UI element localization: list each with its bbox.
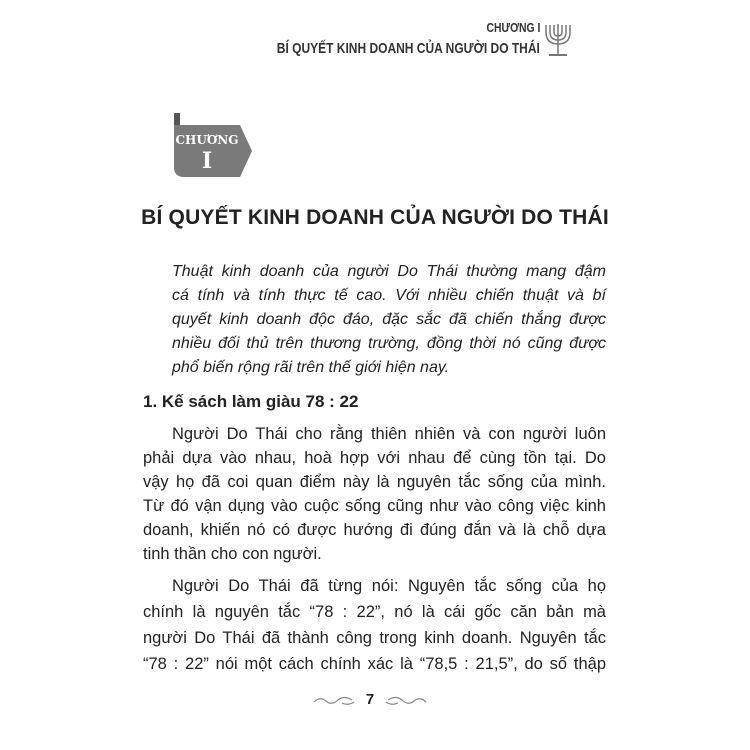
paragraph-line: Người Do Thái đã từng nói: Nguyên tắc sống của họ [172,577,606,595]
section-heading: 1. Kế sách làm giàu 78 : 22 [143,392,359,411]
chapter-title: BÍ QUYẾT KINH DOANH CỦA NGƯỜI DO THÁI [141,206,609,229]
paragraph-line: người Do Thái đã thành công trong kinh doanh. Nguyên tắc [143,629,606,647]
ornament-right-icon [384,694,428,708]
intro-line: quyết kinh doanh độc đáo, đặc sắc đã chiến thắng được [172,311,606,328]
paragraph-line: chính là nguyên tắc “78 : 22”, nó là cái gốc căn bản mà [143,603,606,621]
page-number: 7 [365,691,375,708]
paragraph-line: tinh thần cho con người. [143,545,322,563]
paragraph-line: “78 : 22” nói một cách chính xác là “78,5 : 21,5”, do số thập [143,655,606,673]
badge-numeral: I [201,148,213,174]
running-header-title: BÍ QUYẾT KINH DOANH CỦA NGƯỜI DO THÁI [276,40,540,57]
paragraph-line: Từ đó vận dụng vào cuộc sống cũng như vào công việc kinh [143,497,606,515]
intro-line: phổ biến rộng rãi trên thế giới hiện nay. [172,359,450,376]
intro-line: nhiều đối thủ trên thương trường, đồng thời nó cũng được [172,335,606,352]
paragraph-line: phải dựa vào nhau, hoà hợp với nhau để cùng tồn tại. Do [143,449,606,467]
menorah-icon [543,22,573,58]
ornament-left-icon [312,694,356,708]
chapter-badge [170,113,256,179]
paragraph-line: doanh, khiến nó có được hướng đi đúng đắn và là chỗ dựa [143,521,606,539]
badge-label: CHƯƠNG [175,133,239,147]
running-header-chapter: CHƯƠNG I [486,20,540,35]
paragraph-line: vậy họ đã coi quan điểm này là nguyên tắc sống của mình. [143,473,606,491]
intro-line: Thuật kinh doanh của người Do Thái thường mang đậm [172,263,606,280]
paragraph-line: Người Do Thái cho rằng thiên nhiên và con người luôn [172,425,606,443]
intro-line: cá tính và tính thực tế cao. Với nhiều chiến thuật và bí [172,287,606,304]
